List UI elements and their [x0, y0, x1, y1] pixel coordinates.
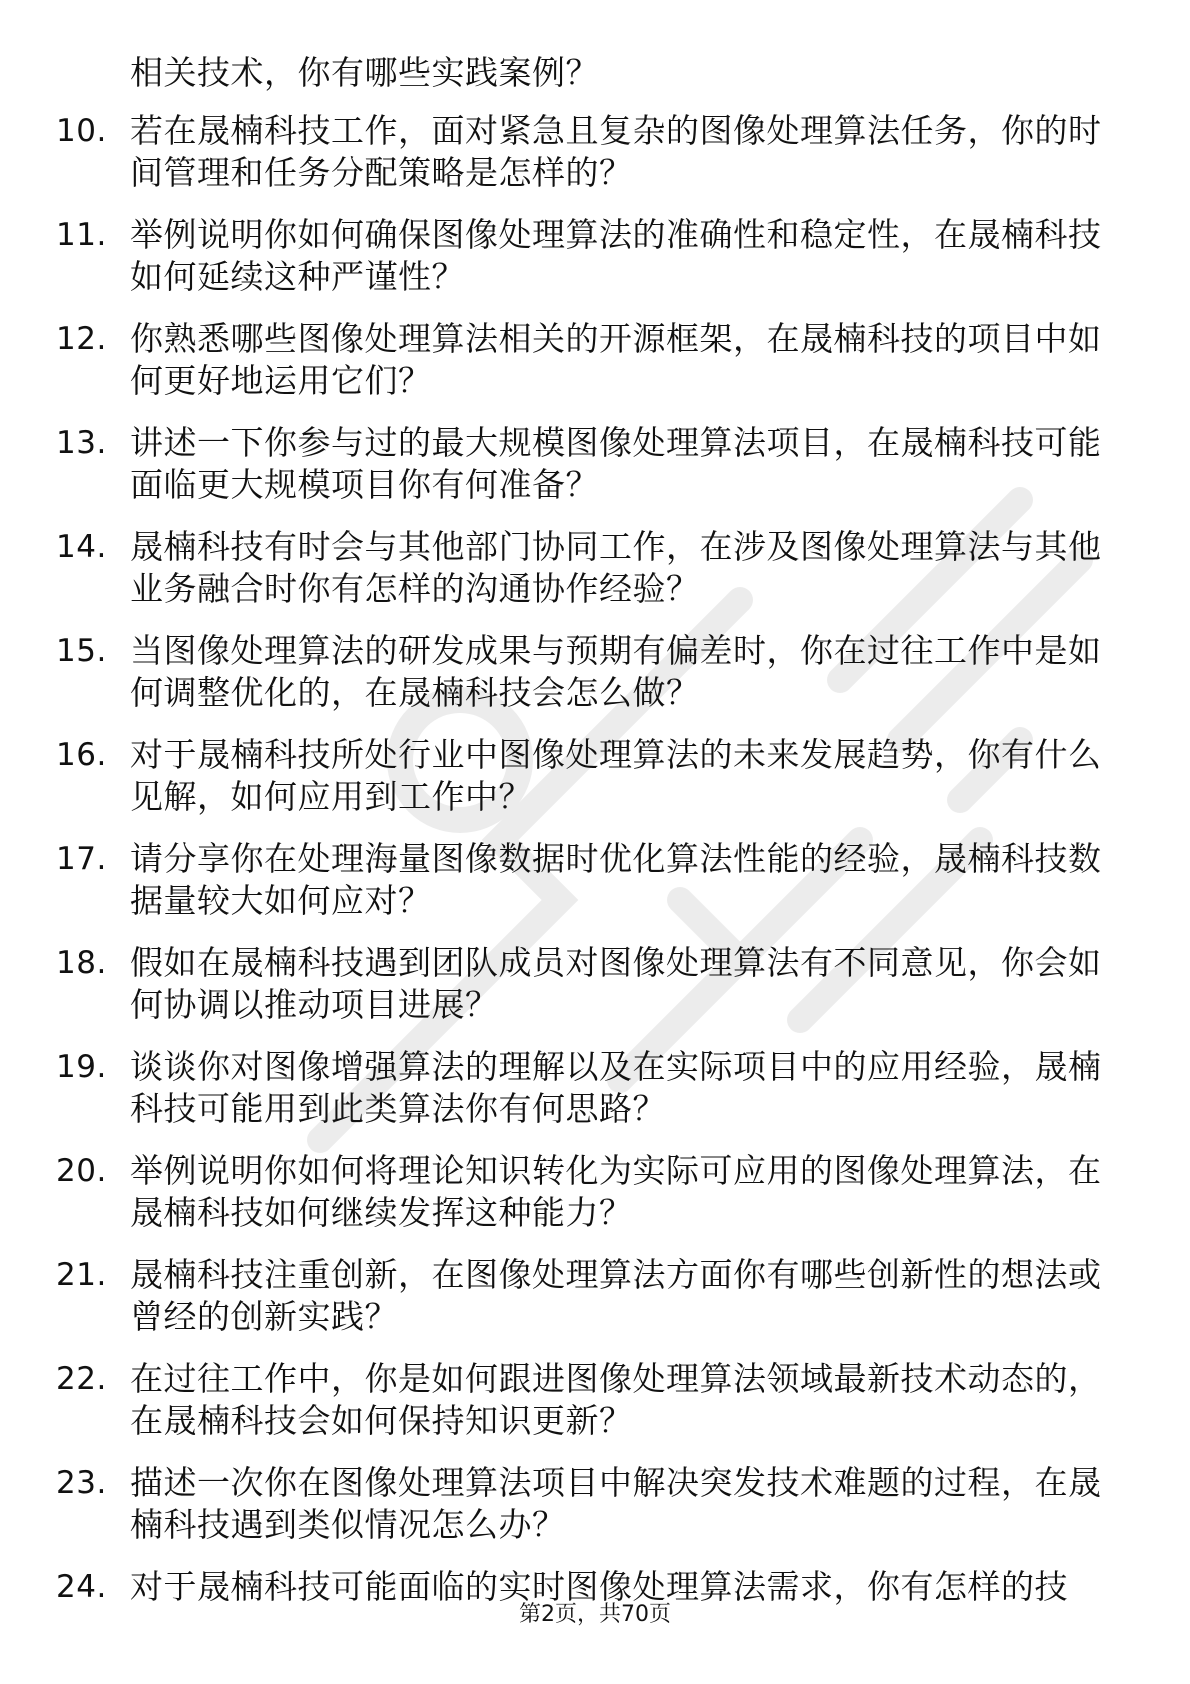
- question-number: 12.: [56, 321, 107, 357]
- question-item: [0, 1358, 1190, 1442]
- question-number: 13.: [56, 425, 107, 461]
- question-item: [0, 630, 1190, 714]
- question-text: 请分享你在处理海量图像数据时优化算法性能的经验，晟楠科技数据量较大如何应对？: [130, 839, 1102, 920]
- question-number: 18.: [56, 945, 107, 981]
- question-text: 举例说明你如何确保图像处理算法的准确性和稳定性，在晟楠科技如何延续这种严谨性？: [130, 215, 1102, 296]
- question-text: 谈谈你对图像增强算法的理解以及在实际项目中的应用经验，晟楠科技可能用到此类算法你有何思路？: [130, 1047, 1102, 1128]
- question-text: 对于晟楠科技可能面临的实时图像处理算法需求，你有怎样的技: [130, 1567, 1068, 1606]
- question-item: [0, 838, 1190, 922]
- question-text: 当图像处理算法的研发成果与预期有偏差时，你在过往工作中是如何调整优化的，在晟楠科技会怎么做？: [130, 631, 1102, 712]
- question-text: 你熟悉哪些图像处理算法相关的开源框架，在晟楠科技的项目中如何更好地运用它们？: [130, 319, 1102, 400]
- question-item: [0, 110, 1190, 194]
- question-item: [0, 1462, 1190, 1546]
- question-item: [0, 526, 1190, 610]
- question-item: [0, 942, 1190, 1026]
- question-item: [0, 1150, 1190, 1234]
- continuation-text: 相关技术，你有哪些实践案例？: [130, 53, 599, 92]
- question-text: 晟楠科技有时会与其他部门协同工作，在涉及图像处理算法与其他业务融合时你有怎样的沟通协作经验？: [130, 527, 1102, 608]
- question-number: 22.: [56, 1361, 107, 1397]
- question-item: [0, 318, 1190, 402]
- question-number: 11.: [56, 217, 107, 253]
- question-number: 19.: [56, 1049, 107, 1085]
- question-text: 描述一次你在图像处理算法项目中解决突发技术难题的过程，在晟楠科技遇到类似情况怎么办？: [130, 1463, 1102, 1544]
- question-text: 对于晟楠科技所处行业中图像处理算法的未来发展趋势，你有什么见解，如何应用到工作中？: [130, 735, 1102, 816]
- question-text: 在过往工作中，你是如何跟进图像处理算法领域最新技术动态的，在晟楠科技会如何保持知识更新？: [130, 1359, 1102, 1440]
- question-number: 20.: [56, 1153, 107, 1189]
- question-list: [0, 110, 1190, 1628]
- question-number: 17.: [56, 841, 107, 877]
- question-text: 举例说明你如何将理论知识转化为实际可应用的图像处理算法，在晟楠科技如何继续发挥这种能力？: [130, 1151, 1102, 1232]
- question-item: [0, 1254, 1190, 1338]
- question-number: 15.: [56, 633, 107, 669]
- question-item: [0, 734, 1190, 818]
- question-text: 晟楠科技注重创新，在图像处理算法方面你有哪些创新性的想法或曾经的创新实践？: [130, 1255, 1102, 1336]
- question-text: 讲述一下你参与过的最大规模图像处理算法项目，在晟楠科技可能面临更大规模项目你有何准备？: [130, 423, 1102, 504]
- question-number: 21.: [56, 1257, 107, 1293]
- question-number: 14.: [56, 529, 107, 565]
- question-number: 24.: [56, 1569, 107, 1605]
- question-item: [0, 1046, 1190, 1130]
- question-number: 16.: [56, 737, 107, 773]
- question-text: 假如在晟楠科技遇到团队成员对图像处理算法有不同意见，你会如何协调以推动项目进展？: [130, 943, 1102, 1024]
- question-text: 若在晟楠科技工作，面对紧急且复杂的图像处理算法任务，你的时间管理和任务分配策略是怎样的？: [130, 111, 1102, 192]
- question-number: 10.: [56, 113, 107, 149]
- page-footer: 第2页，共70页: [519, 1602, 671, 1627]
- question-item: [0, 214, 1190, 298]
- question-item: [0, 422, 1190, 506]
- question-number: 23.: [56, 1465, 107, 1501]
